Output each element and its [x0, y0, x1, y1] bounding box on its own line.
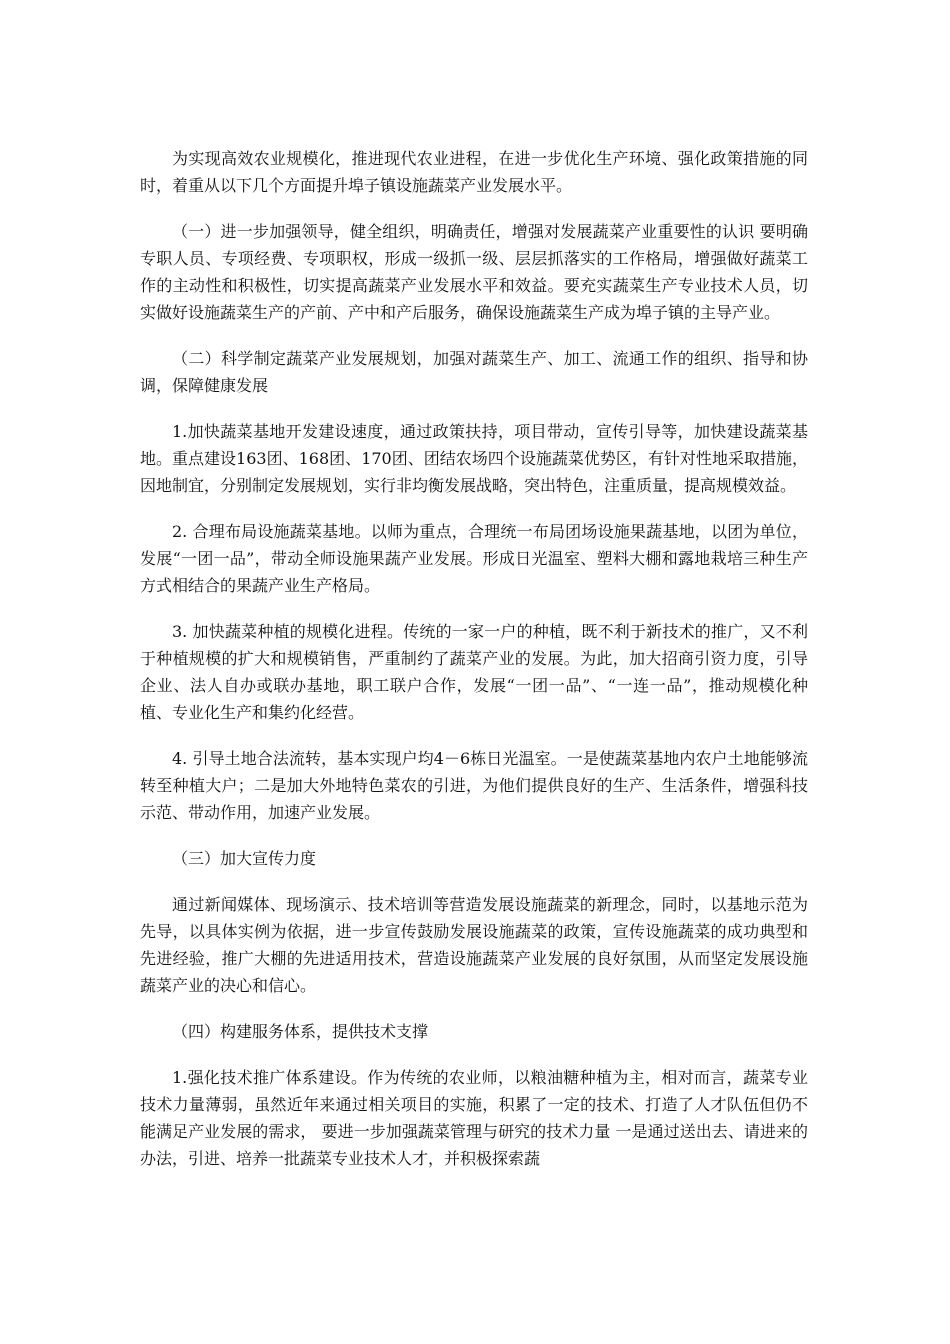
section-3-heading: （三）加大宣传力度: [172, 849, 317, 868]
section-1-paragraph: （一）进一步加强领导，健全组织，明确责任，增强对发展蔬菜产业重要性的认识 要明确专职人员、专项经费、专项职权，形成一级抓一级、层层抓落实的工作格局，增强做好蔬菜工作的主动性和积极性，切实提高蔬菜产业发展水平和效益。要充实蔬菜生产专业技术人员，切实做好设施蔬菜生产的产前、产中和产后服务，确保设施蔬菜生产成为埠子镇的主导产业。: [140, 222, 808, 322]
item-2-1-paragraph: 1.加快蔬菜基地开发建设速度，通过政策扶持，项目带动，宣传引导等，加快建设蔬菜基地。重点建设163团、168团、170团、团结农场四个设施蔬菜优势区，有针对性地采取措施，因地制宜，分别制定发展规划，实行非均衡发展战略，突出特色，注重质量，提高规模效益。: [140, 422, 808, 495]
section-2-heading: （二）科学制定蔬菜产业发展规划，加强对蔬菜生产、加工、流通工作的组织、指导和协调，保障健康发展: [140, 349, 808, 395]
item-2-4-paragraph: 4. 引导土地合法流转，基本实现户均4－6栋日光温室。一是使蔬菜基地内农户土地能够流转至种植大户；二是加大外地特色菜农的引进，为他们提供良好的生产、生活条件，增强科技示范、带动作用，加速产业发展。: [140, 749, 808, 822]
section-3-paragraph: 通过新闻媒体、现场演示、技术培训等营造发展设施蔬菜的新理念，同时，以基地示范为先导，以具体实例为依据，进一步宣传鼓励发展设施蔬菜的政策，宣传设施蔬菜的成功典型和先进经验，推广大棚的先进适用技术，营造设施蔬菜产业发展的良好氛围，从而坚定发展设施蔬菜产业的决心和信心。: [140, 895, 808, 995]
intro-paragraph: 为实现高效农业规模化，推进现代农业进程，在进一步优化生产环境、强化政策措施的同时，着重从以下几个方面提升埠子镇设施蔬菜产业发展水平。: [140, 149, 808, 195]
item-2-3-paragraph: 3. 加快蔬菜种植的规模化进程。传统的一家一户的种植，既不利于新技术的推广，又不利于种植规模的扩大和规模销售，严重制约了蔬菜产业的发展。为此，加大招商引资力度，引导企业、法人自办或联办基地，职工联户合作，发展“一团一品”、“一连一品”，推动规模化种植、专业化生产和集约化经营。: [140, 622, 808, 722]
document-page: [140, 145, 808, 1191]
section-4-heading: （四）构建服务体系，提供技术支撑: [172, 1022, 429, 1041]
item-4-1-paragraph: 1.强化技术推广体系建设。作为传统的农业师，以粮油糖种植为主，相对而言，蔬菜专业技术力量薄弱，虽然近年来通过相关项目的实施，积累了一定的技术、打造了人才队伍但仍不能满足产业发展的需求， 要进一步加强蔬菜管理与研究的技术力量 一是通过送出去、请进来的办法，引进、培养一批蔬菜专业技术人才，并积极探索蔬: [140, 1068, 808, 1168]
item-2-2-paragraph: 2. 合理布局设施蔬菜基地。以师为重点，合理统一布局团场设施果蔬基地，以团为单位，发展“一团一品”，带动全师设施果蔬产业发展。形成日光温室、塑料大棚和露地栽培三种生产方式相结合的果蔬产业生产格局。: [140, 522, 808, 595]
